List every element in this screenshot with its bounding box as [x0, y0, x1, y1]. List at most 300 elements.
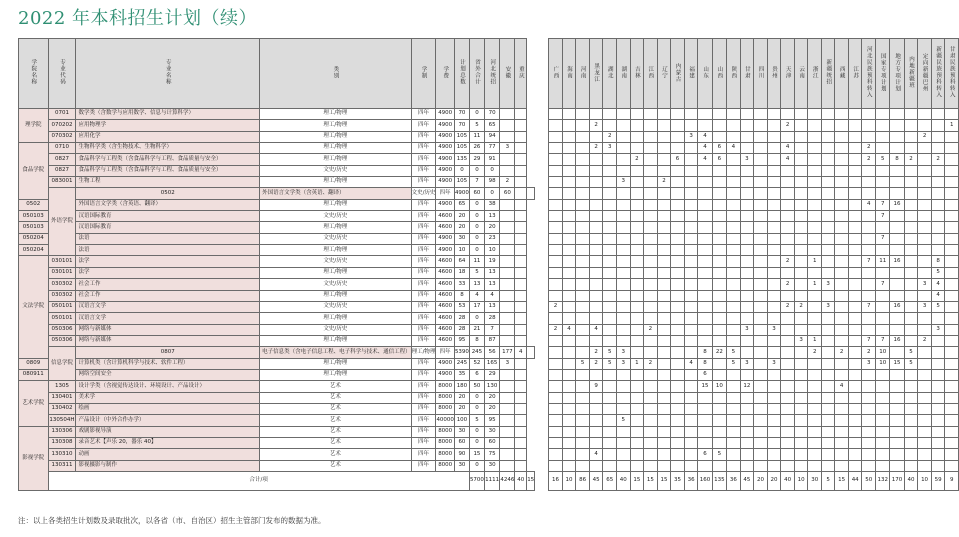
province-value-cell	[767, 245, 781, 256]
province-value-cell	[835, 324, 849, 335]
major-name-cell: 汉语国际教育	[76, 222, 260, 233]
value-cell-hb: 13	[484, 301, 499, 312]
value-cell-fee: 4900	[436, 358, 455, 369]
province-value-cell: 8	[931, 256, 945, 267]
major-code-cell: 050103	[19, 222, 49, 233]
province-value-cell	[890, 177, 904, 188]
province-value-cell	[794, 415, 808, 426]
province-column-header-label: 福建	[688, 65, 695, 79]
major-code-cell: 0827	[48, 165, 76, 176]
value-cell-total: 90	[454, 449, 469, 460]
province-value-cell	[767, 131, 781, 142]
value-cell-out: 7	[469, 177, 484, 188]
table-row	[549, 290, 959, 301]
province-value-cell	[794, 120, 808, 131]
province-value-cell	[918, 324, 932, 335]
major-code-cell: 083001	[48, 177, 76, 188]
province-value-cell	[740, 369, 754, 380]
province-value-cell	[712, 358, 726, 369]
value-cell-ah	[500, 437, 515, 448]
province-value-cell	[617, 120, 631, 131]
province-value-cell	[657, 415, 671, 426]
province-value-cell	[835, 369, 849, 380]
province-value-cell	[603, 426, 617, 437]
table-row	[549, 211, 959, 222]
value-cell-out: 0	[469, 392, 484, 403]
province-value-cell	[918, 199, 932, 210]
province-value-cell	[727, 267, 741, 278]
province-value-cell	[657, 131, 671, 142]
value-cell-fee: 8000	[436, 449, 455, 460]
table-row	[19, 256, 535, 267]
province-value-cell	[727, 381, 741, 392]
province-value-cell	[576, 460, 590, 471]
province-value-cell	[562, 233, 576, 244]
value-cell-ah	[500, 301, 515, 312]
province-value-cell	[589, 177, 603, 188]
province-value-cell: 1	[945, 120, 959, 131]
province-value-cell	[603, 120, 617, 131]
province-column-header	[754, 39, 768, 109]
value-cell-total: 30	[454, 233, 469, 244]
province-value-cell	[862, 120, 876, 131]
province-value-cell	[754, 426, 768, 437]
major-code-cell: 130504H	[48, 415, 76, 426]
province-value-cell	[549, 222, 563, 233]
province-value-cell	[549, 449, 563, 460]
value-cell-hb: 23	[484, 233, 499, 244]
province-value-cell	[794, 188, 808, 199]
province-value-cell	[931, 109, 945, 120]
major-name-cell: 汉语言文学	[76, 313, 260, 324]
value-cell-hb: 165	[484, 358, 499, 369]
value-cell-total: 180	[454, 381, 469, 392]
province-value-cell	[630, 177, 644, 188]
province-value-cell	[603, 279, 617, 290]
province-value-cell	[657, 222, 671, 233]
value-cell-hb: 13	[484, 211, 499, 222]
province-value-cell	[589, 437, 603, 448]
province-value-cell	[671, 222, 685, 233]
value-cell-cat: 艺术	[260, 392, 412, 403]
value-cell-cat: 艺术	[260, 449, 412, 460]
value-cell-out: 5	[469, 267, 484, 278]
province-value-cell	[684, 233, 698, 244]
value-cell-ah	[500, 392, 515, 403]
province-value-cell: 2	[630, 154, 644, 165]
province-column-header-label: 浙江	[811, 65, 818, 79]
value-cell-out: 5	[469, 120, 484, 131]
province-value-cell	[835, 449, 849, 460]
major-code-cell: 130402	[48, 403, 76, 414]
table-row	[549, 154, 959, 165]
province-value-cell	[562, 109, 576, 120]
major-code-cell: 050204	[19, 245, 49, 256]
province-value-cell	[945, 188, 959, 199]
table-row	[19, 381, 535, 392]
province-value-cell	[904, 313, 918, 324]
value-cell-cq	[515, 177, 527, 188]
province-value-cell	[727, 437, 741, 448]
province-value-cell	[822, 358, 835, 369]
province-value-cell: 2	[931, 154, 945, 165]
province-value-cell	[862, 369, 876, 380]
province-value-cell: 4	[589, 324, 603, 335]
province-value-cell	[835, 335, 849, 346]
province-value-cell: 4	[698, 143, 712, 154]
major-code-cell: 130308	[48, 437, 76, 448]
province-value-cell	[589, 426, 603, 437]
province-value-cell: 5	[617, 415, 631, 426]
province-total-cell: 40	[617, 472, 631, 491]
province-value-cell	[848, 177, 862, 188]
province-value-cell	[671, 188, 685, 199]
province-value-cell	[931, 131, 945, 142]
province-value-cell	[589, 256, 603, 267]
value-cell-total: 245	[469, 347, 484, 358]
value-cell-len: 四年	[411, 335, 436, 346]
plan-tables	[18, 38, 959, 491]
province-value-cell	[767, 143, 781, 154]
province-value-cell	[671, 245, 685, 256]
province-value-cell	[767, 347, 781, 358]
province-value-cell	[576, 369, 590, 380]
province-value-cell	[671, 165, 685, 176]
province-value-cell	[740, 437, 754, 448]
major-name-cell: 录音艺术【声乐 20，器乐 40】	[76, 437, 260, 448]
province-value-cell	[549, 256, 563, 267]
province-value-cell	[712, 335, 726, 346]
value-cell-len: 四年	[411, 426, 436, 437]
province-value-cell	[835, 199, 849, 210]
province-value-cell	[904, 437, 918, 448]
province-value-cell	[617, 324, 631, 335]
value-cell-fee: 8000	[436, 392, 455, 403]
value-cell-total: 135	[454, 154, 469, 165]
province-value-cell	[781, 403, 795, 414]
province-total-cell: 40	[904, 472, 918, 491]
value-cell-len: 四年	[411, 324, 436, 335]
value-cell-out: 0	[469, 222, 484, 233]
college-name-cell: 理学院	[19, 109, 49, 143]
province-value-cell	[931, 188, 945, 199]
province-value-cell	[822, 392, 835, 403]
province-total-cell: 86	[576, 472, 590, 491]
province-value-cell	[684, 369, 698, 380]
value-cell-len: 四年	[411, 313, 436, 324]
province-value-cell	[904, 120, 918, 131]
province-value-cell	[630, 256, 644, 267]
value-cell-len: 四年	[436, 347, 455, 358]
province-value-cell: 10	[712, 381, 726, 392]
province-value-cell: 2	[781, 301, 795, 312]
value-cell-ah	[500, 324, 515, 335]
province-value-cell	[754, 177, 768, 188]
value-cell-len: 四年	[411, 233, 436, 244]
province-value-cell: 3	[603, 143, 617, 154]
major-code-cell: 080911	[19, 369, 49, 380]
left-column-header-label: 安徽	[504, 65, 511, 79]
province-value-cell	[931, 335, 945, 346]
province-value-cell	[945, 131, 959, 142]
province-column-header-label: 国家专项计划	[879, 52, 886, 92]
province-value-cell	[684, 245, 698, 256]
province-value-cell	[603, 245, 617, 256]
province-value-cell	[589, 131, 603, 142]
left-column-header	[484, 39, 499, 109]
province-value-cell	[848, 381, 862, 392]
value-cell-fee: 4900	[436, 120, 455, 131]
province-value-cell	[727, 233, 741, 244]
province-value-cell	[617, 290, 631, 301]
table-row	[549, 301, 959, 312]
province-value-cell	[589, 165, 603, 176]
province-value-cell: 2	[835, 347, 849, 358]
province-column-header	[835, 39, 849, 109]
value-cell-ah	[500, 165, 515, 176]
value-cell-hb: 70	[484, 109, 499, 120]
province-total-cell: 50	[862, 472, 876, 491]
province-value-cell	[918, 437, 932, 448]
province-value-cell	[712, 211, 726, 222]
province-column-header-label: 山西	[716, 65, 723, 79]
value-cell-len: 四年	[411, 437, 436, 448]
province-value-cell	[862, 392, 876, 403]
value-cell-fee: 4600	[436, 222, 455, 233]
province-value-cell	[876, 143, 890, 154]
province-value-cell	[862, 267, 876, 278]
province-value-cell: 7	[876, 335, 890, 346]
province-value-cell	[945, 199, 959, 210]
province-value-cell	[657, 324, 671, 335]
province-value-cell	[848, 233, 862, 244]
value-cell-fee: 40000	[436, 415, 455, 426]
province-value-cell	[808, 245, 822, 256]
province-value-cell	[931, 245, 945, 256]
province-value-cell	[781, 449, 795, 460]
table-row	[549, 415, 959, 426]
total-label-cell: 合计/项	[48, 472, 469, 491]
value-cell-len: 四年	[411, 109, 436, 120]
major-code-cell: 130311	[48, 460, 76, 471]
province-value-cell	[931, 403, 945, 414]
province-value-cell	[822, 313, 835, 324]
province-value-cell	[876, 165, 890, 176]
province-value-cell	[562, 437, 576, 448]
major-code-cell: 0807	[76, 347, 260, 358]
province-value-cell	[822, 222, 835, 233]
major-name-cell: 生物工程	[76, 177, 260, 188]
province-value-cell	[644, 449, 658, 460]
province-value-cell	[603, 415, 617, 426]
province-value-cell	[630, 290, 644, 301]
province-value-cell	[562, 165, 576, 176]
province-value-cell	[740, 403, 754, 414]
province-value-cell	[740, 120, 754, 131]
province-column-header	[876, 39, 890, 109]
province-value-cell	[781, 369, 795, 380]
value-cell-cat: 理工/物理	[260, 199, 412, 210]
left-column-header-label: 计划总数	[458, 59, 465, 86]
province-value-cell: 15	[890, 358, 904, 369]
province-value-cell	[562, 415, 576, 426]
province-value-cell	[617, 267, 631, 278]
province-value-cell: 15	[698, 381, 712, 392]
major-name-cell: 计算机类（含计算机科学与技术、软件工程）	[76, 358, 260, 369]
table-row	[549, 324, 959, 335]
province-value-cell	[767, 403, 781, 414]
province-value-cell	[657, 256, 671, 267]
value-cell-out: 0	[469, 233, 484, 244]
province-value-cell: 5	[876, 154, 890, 165]
province-value-cell: 5	[904, 347, 918, 358]
value-cell-len: 四年	[411, 165, 436, 176]
value-cell-len: 四年	[411, 460, 436, 471]
province-value-cell	[617, 437, 631, 448]
province-value-cell	[603, 335, 617, 346]
table-row	[549, 188, 959, 199]
province-value-cell	[576, 177, 590, 188]
province-column-header-label: 河南	[579, 65, 586, 79]
value-cell-total: 30	[454, 426, 469, 437]
value-cell-out: 13	[469, 279, 484, 290]
major-name-cell: 绘画	[76, 403, 260, 414]
province-value-cell	[576, 392, 590, 403]
province-column-header-label: 新疆统招	[825, 59, 832, 86]
province-value-cell	[931, 381, 945, 392]
province-value-cell	[684, 211, 698, 222]
province-value-cell	[767, 437, 781, 448]
province-column-header-label: 西藏	[838, 65, 845, 79]
value-cell-len: 四年	[411, 245, 436, 256]
value-cell-total: 20	[454, 211, 469, 222]
province-value-cell	[918, 143, 932, 154]
value-cell-total: 20	[454, 403, 469, 414]
province-value-cell	[931, 460, 945, 471]
value-cell-ah	[500, 154, 515, 165]
value-cell-hb: 30	[484, 460, 499, 471]
province-value-cell	[589, 279, 603, 290]
province-value-cell	[931, 211, 945, 222]
value-cell-ah	[500, 211, 515, 222]
province-value-cell	[562, 267, 576, 278]
value-cell-fee: 8000	[436, 403, 455, 414]
province-value-cell	[808, 188, 822, 199]
table-row	[549, 358, 959, 369]
province-value-cell	[740, 290, 754, 301]
province-value-cell: 16	[890, 256, 904, 267]
province-value-cell	[945, 279, 959, 290]
value-cell-len: 四年	[411, 279, 436, 290]
province-value-cell: 16	[890, 301, 904, 312]
province-value-cell	[727, 369, 741, 380]
province-value-cell	[822, 245, 835, 256]
province-value-cell	[848, 290, 862, 301]
province-value-cell	[671, 120, 685, 131]
province-total-cell: 45	[589, 472, 603, 491]
province-value-cell	[712, 131, 726, 142]
province-value-cell: 2	[918, 335, 932, 346]
province-value-cell	[698, 460, 712, 471]
province-column-header	[644, 39, 658, 109]
province-value-cell	[644, 415, 658, 426]
province-value-cell: 2	[794, 301, 808, 312]
province-value-cell	[822, 233, 835, 244]
province-value-cell	[727, 290, 741, 301]
province-value-cell	[740, 245, 754, 256]
province-value-cell	[904, 143, 918, 154]
province-value-cell	[712, 426, 726, 437]
value-cell-len: 四年	[411, 449, 436, 460]
province-value-cell	[698, 245, 712, 256]
major-code-cell: 050306	[48, 324, 76, 335]
province-value-cell	[549, 415, 563, 426]
province-value-cell	[808, 165, 822, 176]
province-value-cell	[848, 403, 862, 414]
province-value-cell	[603, 290, 617, 301]
province-value-cell	[630, 222, 644, 233]
value-cell-len: 四年	[411, 131, 436, 142]
province-value-cell	[931, 120, 945, 131]
province-value-cell	[684, 301, 698, 312]
province-value-cell	[904, 222, 918, 233]
value-cell-hb: 20	[484, 392, 499, 403]
province-total-cell: 35	[671, 472, 685, 491]
value-cell-len: 四年	[411, 143, 436, 154]
province-value-cell	[918, 392, 932, 403]
province-value-cell	[644, 188, 658, 199]
province-column-header-label: 甘肃民族预科转入	[948, 46, 955, 99]
province-value-cell	[862, 245, 876, 256]
value-cell-ah	[500, 131, 515, 142]
province-value-cell	[808, 313, 822, 324]
province-value-cell	[576, 199, 590, 210]
province-value-cell: 5	[727, 347, 741, 358]
value-cell-out: 0	[469, 460, 484, 471]
major-code-cell: 130310	[48, 449, 76, 460]
province-value-cell	[727, 165, 741, 176]
province-value-cell	[754, 381, 768, 392]
province-value-cell	[904, 279, 918, 290]
province-total-cell: 45	[740, 472, 754, 491]
major-code-cell: 070202	[48, 120, 76, 131]
province-value-cell	[740, 199, 754, 210]
province-value-cell	[862, 426, 876, 437]
province-value-cell	[617, 154, 631, 165]
province-value-cell: 6	[698, 449, 712, 460]
province-value-cell: 9	[589, 381, 603, 392]
province-value-cell	[945, 245, 959, 256]
value-cell-total: 0	[454, 165, 469, 176]
province-value-cell	[562, 335, 576, 346]
province-value-cell	[617, 403, 631, 414]
province-value-cell	[603, 449, 617, 460]
province-value-cell	[727, 301, 741, 312]
province-value-cell	[644, 426, 658, 437]
province-value-cell	[644, 143, 658, 154]
value-cell-ah: 4	[515, 347, 527, 358]
left-column-header	[436, 39, 455, 109]
value-cell-out: 29	[469, 154, 484, 165]
province-value-cell	[822, 369, 835, 380]
province-value-cell	[808, 426, 822, 437]
value-cell-ah	[500, 369, 515, 380]
province-value-cell: 2	[644, 358, 658, 369]
left-column-header-label: 省外合计	[473, 59, 480, 86]
province-value-cell	[644, 313, 658, 324]
province-value-cell: 2	[781, 120, 795, 131]
province-value-cell	[644, 109, 658, 120]
